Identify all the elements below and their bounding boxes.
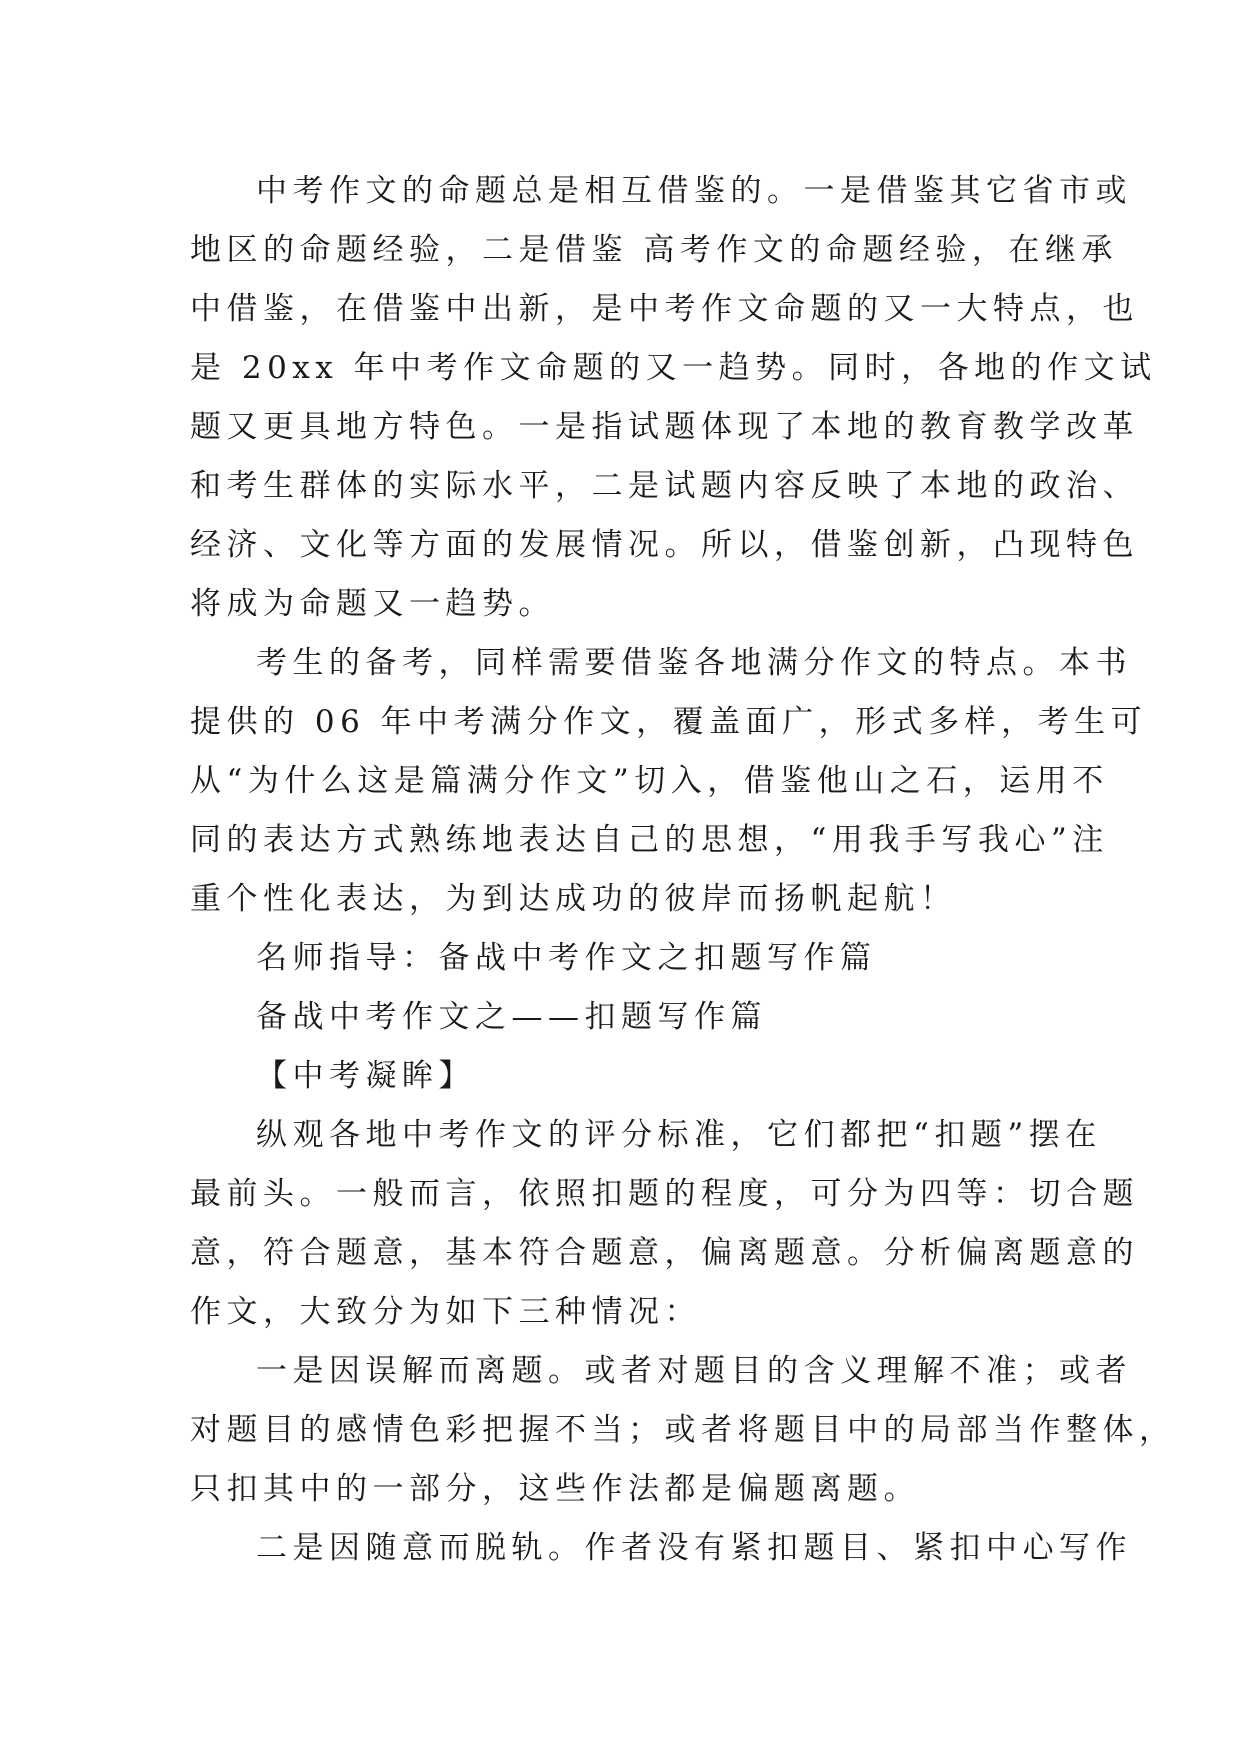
paragraph-6-line-4: 作文，大致分为如下三种情况： (190, 1294, 701, 1330)
paragraph-7-line-1: 一是因误解而离题。或者对题目的含义理解不准；或者 (256, 1353, 1132, 1389)
paragraph-7-line-2: 对题目的感情色彩把握不当；或者将题目中的局部当作整体， (190, 1412, 1176, 1448)
paragraph-2-line-5: 重个性化表达，为到达成功的彼岸而扬帆起航！ (190, 881, 957, 917)
section-heading-1: 名师指导：备战中考作文之扣题写作篇 (256, 940, 877, 976)
paragraph-1-line-1: 中考作文的命题总是相互借鉴的。一是借鉴其它省市或 (256, 173, 1132, 209)
paragraph-2-line-4: 同的表达方式熟练地表达自己的思想，“用我手写我心”注 (190, 822, 1109, 858)
paragraph-1-line-2: 地区的命题经验，二是借鉴 高考作文的命题经验，在继承 (190, 232, 1118, 268)
paragraph-1-line-6: 和考生群体的实际水平，二是试题内容反映了本地的政治、 (190, 468, 1139, 504)
document-body (190, 162, 1176, 1578)
paragraph-2-line-2: 提供的 06 年中考满分作文，覆盖面广，形式多样，考生可 (190, 704, 1148, 740)
section-heading-2: 备战中考作文之——扣题写作篇 (256, 999, 767, 1035)
paragraph-6-line-3: 意，符合题意，基本符合题意，偏离题意。分析偏离题意的 (190, 1235, 1139, 1271)
paragraph-1-line-8: 将成为命题又一趋势。 (190, 586, 555, 622)
paragraph-7-line-3: 只扣其中的一部分，这些作法都是偏题离题。 (190, 1471, 920, 1507)
paragraph-1-line-7: 经济、文化等方面的发展情况。所以，借鉴创新，凸现特色 (190, 527, 1139, 563)
section-label: 【中考凝眸】 (256, 1058, 475, 1094)
paragraph-6-line-1: 纵观各地中考作文的评分标准，它们都把“扣题”摆在 (256, 1117, 1102, 1153)
paragraph-1-line-4: 是 20xx 年中考作文命题的又一趋势。同时，各地的作文试 (190, 350, 1157, 386)
paragraph-2-line-1: 考生的备考，同样需要借鉴各地满分作文的特点。本书 (256, 645, 1132, 681)
paragraph-1-line-3: 中借鉴，在借鉴中出新，是中考作文命题的又一大特点，也 (190, 291, 1139, 327)
paragraph-1-line-5: 题又更具地方特色。一是指试题体现了本地的教育教学改革 (190, 409, 1139, 445)
paragraph-2-line-3: 从“为什么这是篇满分作文”切入，借鉴他山之石，运用不 (190, 763, 1109, 799)
paragraph-8-line-1: 二是因随意而脱轨。作者没有紧扣题目、紧扣中心写作 (256, 1530, 1132, 1566)
paragraph-6-line-2: 最前头。一般而言，依照扣题的程度，可分为四等：切合题 (190, 1176, 1139, 1212)
